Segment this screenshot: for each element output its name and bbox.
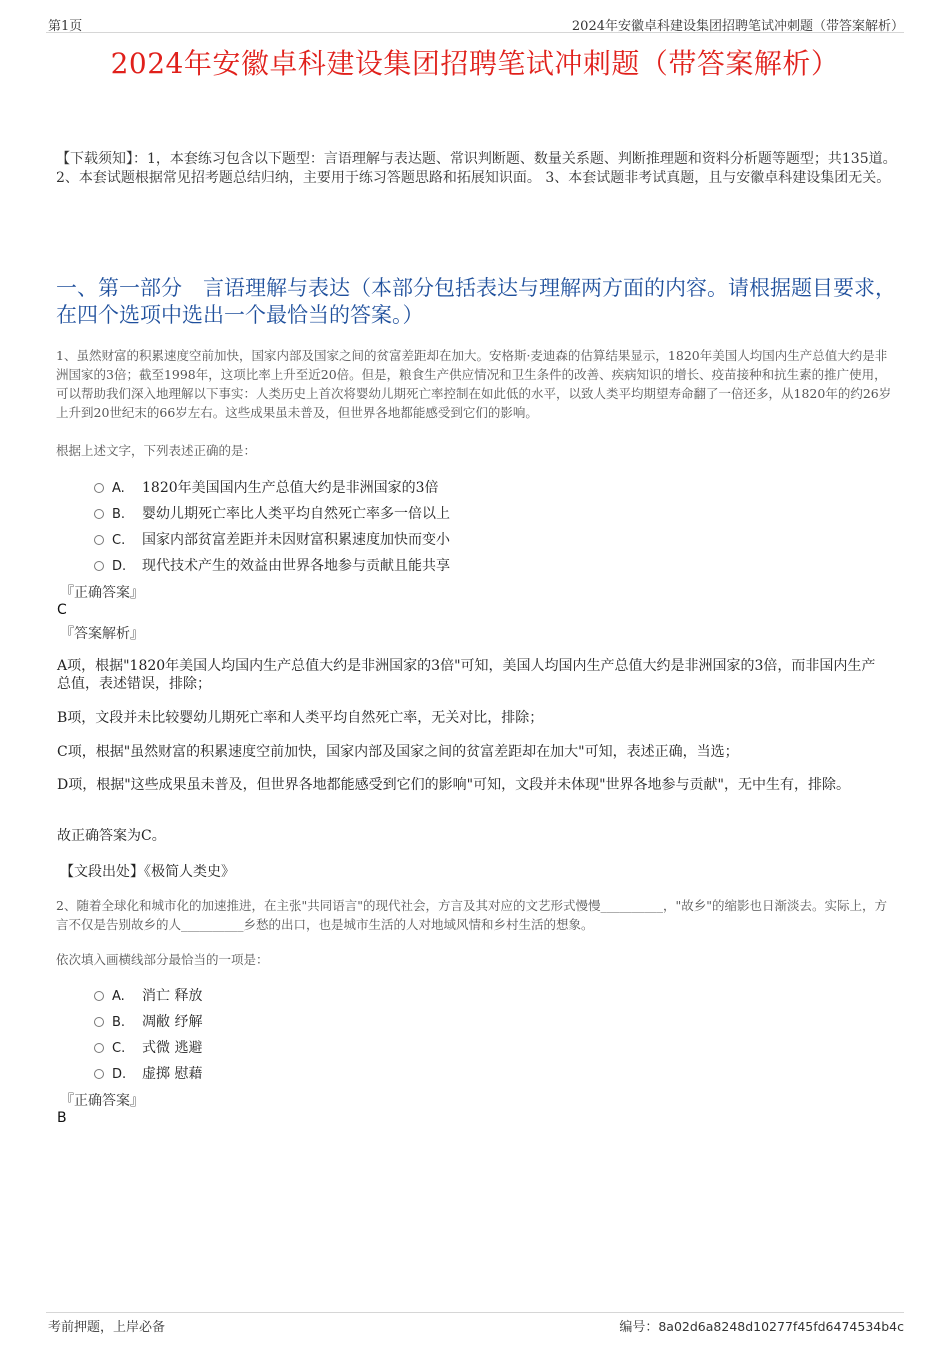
page-header [46,14,904,33]
radio-icon[interactable] [94,991,104,1001]
page-footer [46,1312,904,1333]
radio-icon[interactable] [94,1043,104,1053]
q2-answer: B [57,1110,67,1126]
radio-icon[interactable] [94,483,104,493]
radio-icon[interactable] [94,1017,104,1027]
option-letter: C. [112,1041,126,1056]
footer-slogan: 考前押题，上岸必备 [48,1320,166,1335]
q2-option-b[interactable] [94,1011,202,1031]
option-letter: A. [112,481,125,496]
q2-option-a[interactable] [94,985,202,1005]
page-number: 第1页 [48,19,83,34]
q1-conclusion: 故正确答案为C。 [57,828,166,844]
option-text: 消亡 释放 [142,988,203,1004]
option-letter: C. [112,533,126,548]
q1-analysis-b: B项，文段并未比较婴幼儿期死亡率和人类平均自然死亡率，无关对比，排除； [57,710,544,726]
radio-icon[interactable] [94,1069,104,1079]
footer-code [619,1316,904,1335]
q1-answer: C [57,602,67,618]
q2-prompt: 依次填入画横线部分最恰当的一项是： [56,952,269,967]
q1-analysis-c: C项，根据"虽然财富的积累速度空前加快，国家内部及国家之间的贫富差距却在加大"可知，表述正确，当选； [57,744,739,760]
option-text: 式微 逃避 [142,1040,203,1056]
q1-option-d[interactable] [94,555,450,575]
q1-option-a[interactable] [94,477,439,497]
option-text: 现代技术产生的效益由世界各地参与贡献且能共享 [142,558,450,574]
section-heading: 一、第一部分 言语理解与表达（本部分包括表达与理解两方面的内容。请根据题目要求，在四个选项中选出一个最恰当的答案。） [56,276,896,327]
option-letter: B. [112,507,126,522]
q2-passage: 2、随着全球化和城市化的加速推进，在主张"共同语言"的现代社会，方言及其对应的文艺形式慢慢__________，"故乡"的缩影也日渐淡去。实际上，方言不仅是告别故乡的人__________乡愁的出口，也是城市生活的人对地域风情和乡村生活的想象。 [56,898,887,932]
option-text: 虚掷 慰藉 [142,1066,203,1082]
option-text: 国家内部贫富差距并未因财富积累速度加快而变小 [142,532,450,548]
q2-option-d[interactable] [94,1063,202,1083]
radio-icon[interactable] [94,509,104,519]
radio-icon[interactable] [94,535,104,545]
option-letter: D. [112,559,127,574]
download-notice: 【下载须知】：1，本套练习包含以下题型：言语理解与表达题、常识判断题、数量关系题、判断推理题和资料分析题等题型；共135道。 2、本套试题根据常见招考题总结归纳，主要用于练习答题思路和拓展知识面。 3、本套试题非考试真题，且与安徽卓科建设集团无关。 [56,151,897,186]
option-letter: D. [112,1067,127,1082]
option-text: 婴幼儿期死亡率比人类平均自然死亡率多一倍以上 [142,506,450,522]
q1-answer-label: 『正确答案』 [60,585,144,601]
option-text: 1820年美国国内生产总值大约是非洲国家的3倍 [142,480,439,496]
q1-passage: 1、虽然财富的积累速度空前加快，国家内部及国家之间的贫富差距却在加大。安格斯·麦迪森的估算结果显示，1820年美国人均国内生产总值大约是非洲国家的3倍；截至1998年，这项比率上升至近20倍。但是，粮食生产供应情况和卫生条件的改善、疾病知识的增长、疫苗接种和抗生素的推广使用，可以帮助我们深入地理解以下事实：人类历史上首次将婴幼儿期死亡率控制在如此低的水平，以致人类平均期望寿命翻了一倍还多，从1820年的约26岁上升到20世纪末的66岁左右。这些成果虽未普及，但世界各地都能感受到它们的影响。 [56,348,892,420]
code-value: 8a02d6a8248d10277f45fd6474534b4c [658,1319,904,1334]
q1-analysis-label: 『答案解析』 [60,626,144,642]
option-letter: B. [112,1015,126,1030]
document-title: 2024年安徽卓科建设集团招聘笔试冲刺题（带答案解析） [110,47,840,80]
header-doc-title: 2024年安徽卓科建设集团招聘笔试冲刺题（带答案解析） [571,19,904,34]
q2-answer-label: 『正确答案』 [60,1093,144,1109]
q1-analysis-a: A项，根据"1820年美国人均国内生产总值大约是非洲国家的3倍"可知，美国人均国内生产总值大约是非洲国家的3倍，而非国内生产总值，表述错误，排除； [57,658,876,692]
q1-analysis-d: D项，根据"这些成果虽未普及，但世界各地都能感受到它们的影响"可知，文段并未体现"世界各地参与贡献"，无中生有，排除。 [57,777,850,793]
q1-option-b[interactable] [94,503,450,523]
radio-icon[interactable] [94,561,104,571]
code-label: 编号： [619,1320,659,1335]
q2-option-c[interactable] [94,1037,202,1057]
q1-prompt: 根据上述文字，下列表述正确的是： [56,443,257,458]
q1-option-c[interactable] [94,529,450,549]
option-text: 凋敝 纾解 [142,1014,203,1030]
q1-source: 【文段出处】《极简人类史》 [60,864,235,880]
option-letter: A. [112,989,125,1004]
